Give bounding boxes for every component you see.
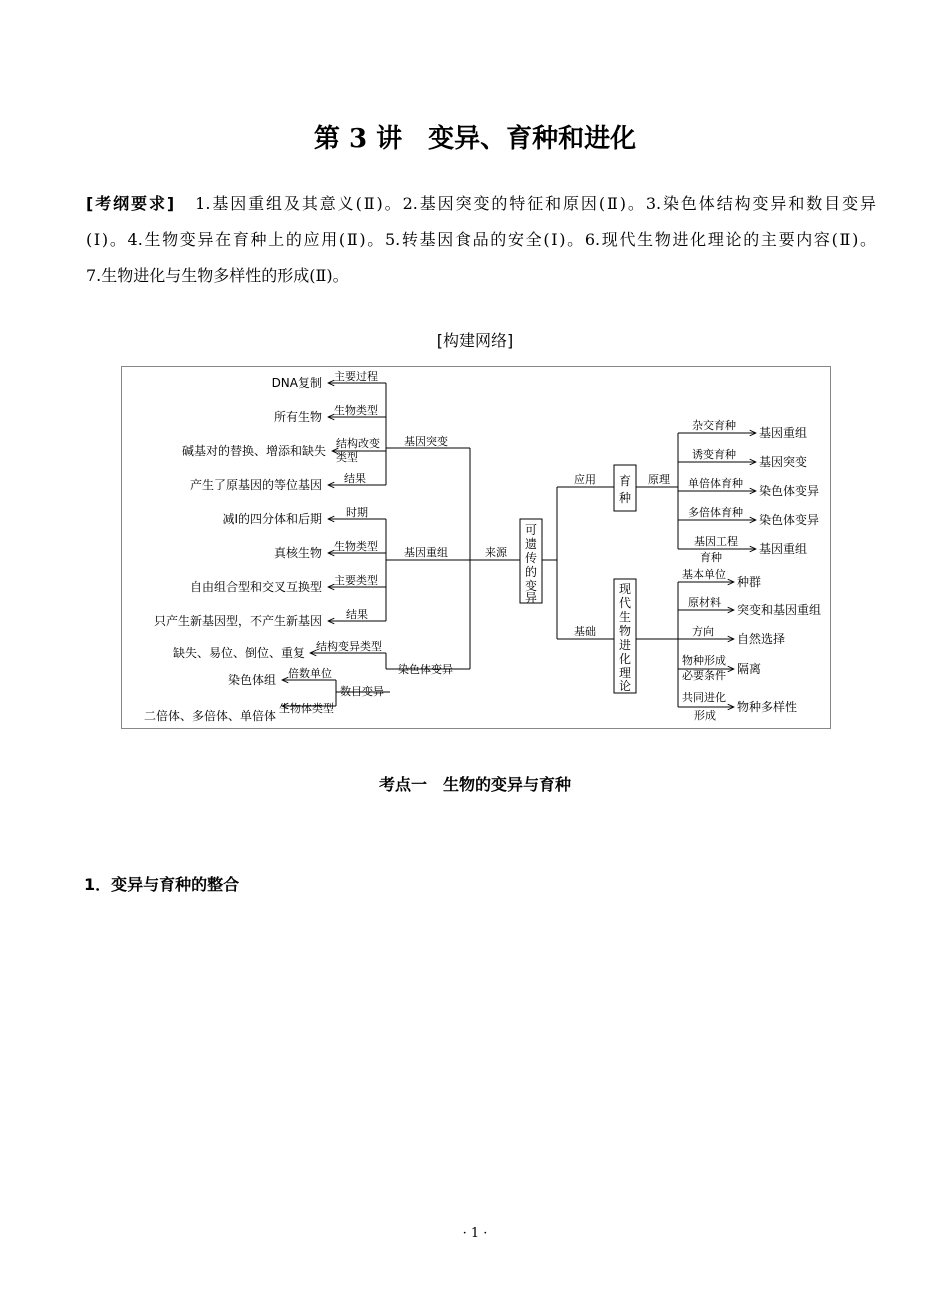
node-text: 染色体组 [227, 673, 276, 687]
edge-label: 结果 [344, 472, 366, 485]
node-text: DNA复制 [271, 376, 322, 390]
edge-label: 生物体类型 [279, 702, 334, 715]
edge-label: 共同进化 [682, 691, 726, 704]
page-number: · 1 · [462, 1226, 488, 1241]
edge-label: 杂交育种 [692, 419, 736, 432]
node-text: 基因突变 [759, 455, 808, 469]
breeding-char: 育 [618, 474, 632, 488]
evolution-char: 论 [618, 679, 632, 693]
evolution-char: 代 [618, 596, 632, 610]
edge-label: 结构改变 [336, 437, 380, 450]
edge-label: 单倍体育种 [688, 477, 743, 490]
edge-label: 主要过程 [334, 370, 378, 383]
requirements-label: [考纲要求] [86, 194, 175, 213]
principle-label: 原理 [648, 473, 670, 486]
subheading: 1．变异与育种的整合 [84, 875, 240, 894]
lesson-title: 第 3 讲 变异、育种和进化 [313, 124, 637, 154]
node-text: 自由组合型和交叉互换型 [189, 580, 322, 594]
apply-label: 应用 [574, 473, 596, 486]
node-text: 二倍体、多倍体、单倍体 [143, 709, 276, 723]
edge-label: 诱变育种 [692, 448, 736, 461]
node-text: 基因重组 [759, 542, 808, 556]
node-text: 产生了原基因的等位基因 [189, 478, 322, 492]
number-variation-label: 数目变异 [340, 685, 384, 698]
evolution-char: 进 [618, 638, 632, 652]
chromosome-label: 染色体变异 [398, 663, 453, 676]
concept-map-svg [122, 367, 830, 728]
edge-label: 形成 [694, 709, 716, 722]
requirements-line-2: (Ⅰ)。4.生物变异在育种上的应用(Ⅱ)。5.转基因食品的安全(Ⅰ)。6.现代生物进化理论的主要内容(Ⅱ)。 [86, 230, 876, 249]
source-label: 来源 [485, 546, 507, 559]
requirements-line-3: 7.生物进化与生物多样性的形成(Ⅱ)。 [86, 266, 349, 285]
node-text: 所有生物 [273, 410, 322, 424]
node-text: 基因重组 [759, 426, 808, 440]
section-heading: 考点一 生物的变异与育种 [378, 775, 571, 794]
edge-label: 原材料 [688, 596, 721, 609]
edge-label: 物种形成 [682, 654, 726, 667]
edge-label: 基因工程 [694, 535, 738, 548]
evolution-char: 理 [618, 666, 632, 680]
node-text: 物种多样性 [737, 700, 798, 714]
network-heading: [构建网络] [436, 331, 514, 350]
node-text: 种群 [737, 575, 762, 589]
concept-map [121, 366, 831, 729]
edge-label: 结构变异类型 [316, 640, 382, 653]
center-char: 异 [524, 591, 538, 605]
center-char: 遗 [524, 537, 538, 551]
edge-label: 主要类型 [334, 574, 378, 587]
recombination-label: 基因重组 [404, 546, 448, 559]
node-text: 染色体变异 [759, 484, 820, 498]
mutation-label: 基因突变 [404, 435, 448, 448]
node-text: 突变和基因重组 [737, 603, 822, 617]
node-text: 自然选择 [737, 632, 786, 646]
center-char: 的 [524, 565, 538, 579]
center-char: 可 [524, 523, 538, 537]
edge-label: 时期 [346, 506, 368, 519]
node-text: 隔离 [737, 662, 762, 676]
evolution-char: 生 [618, 610, 632, 624]
node-text: 缺失、易位、倒位、重复 [172, 646, 305, 660]
node-text: 碱基对的替换、增添和缺失 [181, 444, 326, 458]
node-text: 真核生物 [273, 546, 322, 560]
edge-label: 育种 [700, 551, 722, 564]
evolution-char: 现 [618, 582, 632, 596]
requirements-text-1: 1.基因重组及其意义(Ⅱ)。2.基因突变的特征和原因(Ⅱ)。3.染色体结构变异和数目变异 [195, 194, 876, 213]
edge-label: 类型 [336, 451, 358, 464]
edge-label: 必要条件 [682, 669, 726, 682]
edge-label: 倍数单位 [288, 667, 332, 680]
node-text: 减Ⅰ的四分体和后期 [222, 512, 322, 526]
evolution-char: 化 [618, 652, 632, 666]
node-text: 染色体变异 [759, 513, 820, 527]
edge-label: 多倍体育种 [688, 506, 743, 519]
basis-label: 基础 [574, 625, 596, 638]
edge-label: 生物类型 [334, 540, 378, 553]
edge-label: 结果 [346, 608, 368, 621]
center-char: 传 [524, 551, 538, 565]
requirements-line-1 [86, 186, 876, 222]
edge-label: 方向 [692, 625, 714, 638]
breeding-char: 种 [618, 491, 632, 505]
evolution-char: 物 [618, 624, 632, 638]
edge-label: 生物类型 [334, 404, 378, 417]
center-char: 变 [524, 579, 538, 593]
node-text: 只产生新基因型，不产生新基因 [153, 614, 322, 628]
edge-label: 基本单位 [682, 568, 726, 581]
